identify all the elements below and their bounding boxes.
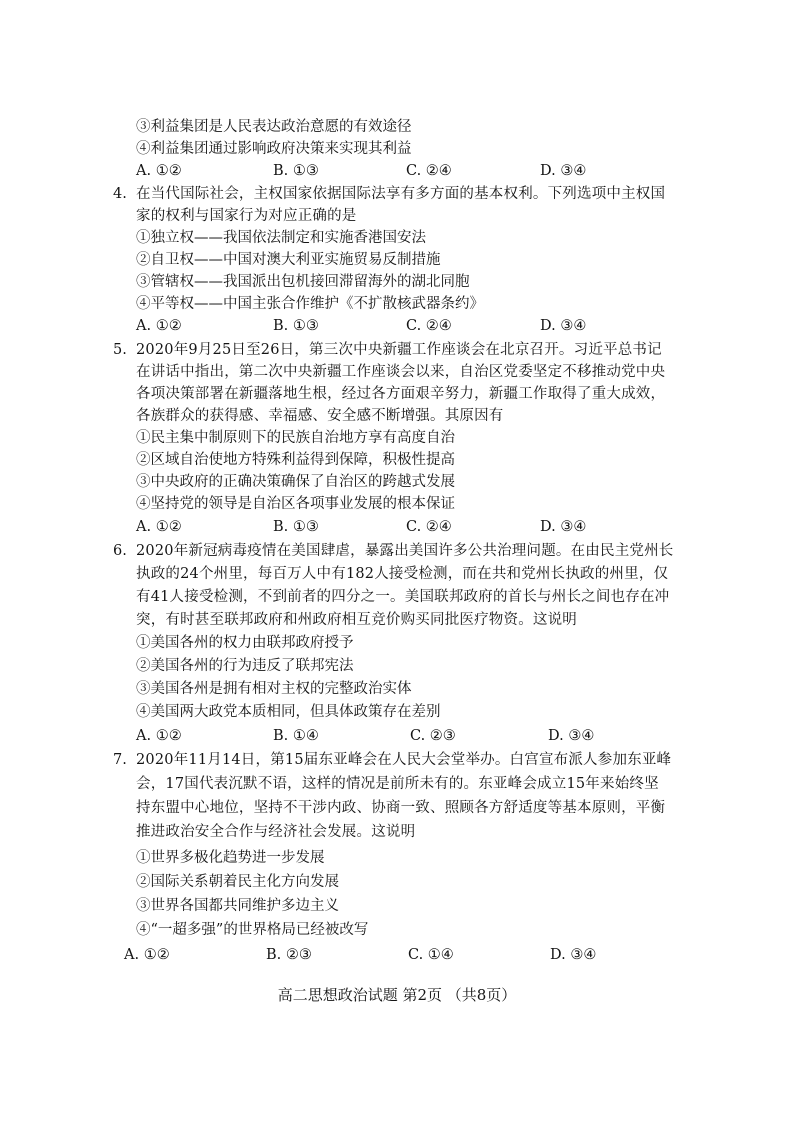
question-number: 7.	[113, 752, 127, 768]
choice-a: A. ①②	[136, 163, 182, 179]
question-stem-line: 有41人接受检测，不到前者的四分之一。美国联邦政府的首长与州长之间也存在冲	[136, 589, 670, 605]
choice-a: A. ①②	[124, 947, 170, 963]
choice-c: C. ②③	[410, 728, 456, 744]
choice-d: D. ③④	[540, 519, 587, 535]
question-stem-line: 执政的24个州里，每百万人中有182人接受检测，而在共和党州长执政的州里，仅	[136, 566, 669, 582]
question-stem-line: 家的权利与国家行为对应正确的是	[136, 208, 357, 224]
option: ③世界各国都共同维护多边主义	[136, 898, 339, 914]
option: ④利益集团通过影响政府决策来实现其利益	[136, 141, 412, 157]
question-stem-line: 2020年11月14日，第15届东亚峰会在人民大会堂举办。白宫宣布派人参加东亚峰	[136, 752, 672, 768]
question-stem-line: 推进政治安全合作与经济社会发展。这说明	[136, 824, 416, 840]
question-stem-line: 会，17国代表沉默不语，这样的情况是前所未有的。东亚峰会成立15年来始终坚	[136, 776, 659, 792]
option: ②自卫权——中国对澳大利亚实施贸易反制措施	[136, 252, 441, 268]
choice-d: D. ③④	[548, 728, 595, 744]
choice-b: B. ①③	[273, 519, 319, 535]
question-stem-line: 各族群众的获得感、幸福感、安全感不断增强。其原因有	[136, 408, 504, 424]
choice-d: D. ③④	[540, 318, 587, 334]
option: ③中央政府的正确决策确保了自治区的跨越式发展	[136, 474, 455, 490]
choice-c: C. ②④	[406, 163, 452, 179]
question-number: 6.	[113, 543, 127, 559]
choice-a: A. ①②	[136, 318, 182, 334]
choice-d: D. ③④	[550, 947, 597, 963]
choice-b: B. ②③	[266, 947, 312, 963]
option: ②美国各州的行为违反了联邦宪法	[136, 658, 354, 674]
choice-b: B. ①④	[273, 728, 319, 744]
option: ④“一超多强”的世界格局已经被改写	[136, 922, 369, 938]
option: ②区域自治使地方特殊利益得到保障，积极性提高	[136, 452, 455, 468]
page-footer: 高二思想政治试题 第2页 （共8页）	[277, 986, 517, 1004]
option: ③美国各州是拥有相对主权的完整政治实体	[136, 681, 412, 697]
question-stem-line: 突，有时甚至联邦政府和州政府相互竞价购买同批医疗物资。这说明	[136, 612, 577, 628]
option: ④美国两大政党本质相同，但具体政策存在差别	[136, 704, 441, 720]
choice-b: B. ①③	[273, 318, 319, 334]
question-stem-line: 持东盟中心地位，坚持不干涉内政、协商一致、照顾各方舒适度等基本原则，平衡	[136, 800, 666, 816]
option: ①民主集中制原则下的民族自治地方享有高度自治	[136, 430, 455, 446]
question-number: 5.	[113, 342, 127, 358]
question-stem-line: 在当代国际社会，主权国家依据国际法享有多方面的基本权利。下列选项中主权国	[136, 186, 666, 202]
choice-d: D. ③④	[540, 163, 587, 179]
choice-c: C. ①④	[408, 947, 454, 963]
option: ①独立权——我国依法制定和实施香港国安法	[136, 230, 426, 246]
option: ③利益集团是人民表达政治意愿的有效途径	[136, 119, 412, 135]
choice-c: C. ②④	[406, 519, 452, 535]
question-stem-line: 各项决策部署在新疆落地生根，经过各方面艰辛努力，新疆工作取得了重大成效，	[136, 386, 666, 402]
option: ①世界多极化趋势进一步发展	[136, 850, 325, 866]
question-stem-line: 2020年新冠病毒疫情在美国肆虐，暴露出美国许多公共治理问题。在由民主党州长	[136, 543, 674, 559]
choice-a: A. ①②	[136, 728, 182, 744]
option: ④平等权——中国主张合作维护《不扩散核武器条约》	[136, 296, 484, 312]
choice-c: C. ②④	[406, 318, 452, 334]
option: ①美国各州的权力由联邦政府授予	[136, 635, 354, 651]
choice-b: B. ①③	[273, 163, 319, 179]
question-stem-line: 2020年9月25日至26日，第三次中央新疆工作座谈会在北京召开。习近平总书记	[136, 342, 662, 358]
question-number: 4.	[113, 186, 127, 202]
choice-a: A. ①②	[136, 519, 182, 535]
option: ④坚持党的领导是自治区各项事业发展的根本保证	[136, 496, 455, 512]
option: ②国际关系朝着民主化方向发展	[136, 874, 339, 890]
question-stem-line: 在讲话中指出，第二次中央新疆工作座谈会以来，自治区党委坚定不移推动党中央	[136, 364, 666, 380]
option: ③管辖权——我国派出包机接回滞留海外的湖北同胞	[136, 274, 470, 290]
